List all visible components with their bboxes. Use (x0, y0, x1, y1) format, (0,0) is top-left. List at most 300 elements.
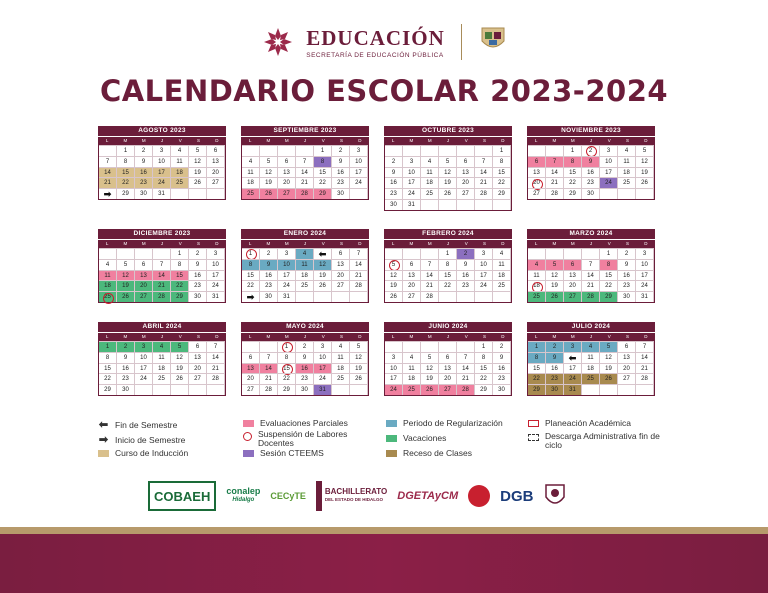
day-cell: 25 (403, 384, 421, 395)
legend-label: Inicio de Semestre (115, 434, 186, 445)
day-cell: 24 (600, 177, 618, 188)
day-cell (493, 199, 511, 210)
day-cell: 17 (403, 177, 421, 188)
day-cell: 14 (475, 167, 493, 178)
day-cell: 18 (403, 373, 421, 384)
day-cell: 22 (528, 373, 546, 384)
day-cell: 22 (117, 177, 135, 188)
weekday-label: M (266, 334, 271, 339)
day-cell: 23 (260, 280, 278, 291)
weekday-label: L (248, 241, 252, 246)
weekday-label: D (644, 334, 648, 339)
day-cell: 23 (493, 373, 511, 384)
day-cell: 18 (171, 167, 189, 178)
days-grid (527, 248, 655, 303)
day-cell: 30 (493, 384, 511, 395)
day-cell: 29 (493, 188, 511, 199)
day-cell: 18 (332, 363, 350, 374)
day-cell: 18 (618, 167, 636, 178)
day-cell: 26 (636, 177, 654, 188)
legend-suspension (243, 430, 378, 448)
day-cell: 31 (153, 188, 171, 199)
day-cell: 23 (135, 177, 153, 188)
legend-label: Suspensión de Labores Docentes (258, 429, 348, 448)
day-cell: 19 (546, 280, 564, 291)
day-cell: 23 (117, 373, 135, 384)
weekday-label: V (178, 241, 182, 246)
day-cell: 5 (189, 145, 207, 156)
day-cell (314, 291, 332, 302)
day-cell: 25 (296, 280, 314, 291)
day-cell (546, 145, 564, 156)
day-cell: 9 (618, 259, 636, 270)
day-cell: 23 (296, 373, 314, 384)
day-cell (350, 384, 368, 395)
day-cell: 22 (314, 177, 332, 188)
day-cell: 14 (260, 363, 278, 374)
weekday-label: M (284, 334, 289, 339)
day-cell: 20 (207, 167, 225, 178)
day-cell: 30 (117, 384, 135, 395)
day-cell: 24 (385, 384, 403, 395)
weekday-header (527, 136, 655, 145)
weekday-label: M (570, 241, 575, 246)
day-cell: 31 (636, 291, 654, 302)
day-cell: 21 (350, 270, 368, 281)
day-cell: 18 (296, 270, 314, 281)
day-cell: 9 (582, 156, 600, 167)
day-cell: 15 (475, 363, 493, 374)
day-cell: 27 (207, 177, 225, 188)
weekday-header (241, 332, 369, 341)
day-cell: 4 (528, 259, 546, 270)
day-cell: 4 (296, 248, 314, 259)
day-cell: 22 (439, 280, 457, 291)
legend-descarga (528, 432, 675, 450)
arrow-left-icon: ⬅ (98, 419, 109, 431)
day-cell: 15 (528, 363, 546, 374)
day-cell: 8 (564, 156, 582, 167)
day-cell: 25 (99, 291, 117, 302)
day-cell: 19 (189, 167, 207, 178)
weekday-label: S (626, 241, 630, 246)
day-cell (385, 145, 403, 156)
weekday-label: V (464, 138, 468, 143)
day-cell: 15 (117, 167, 135, 178)
day-cell (475, 199, 493, 210)
day-cell: 25 (242, 188, 260, 199)
day-cell: 1 (475, 341, 493, 352)
month-calendar (98, 229, 226, 303)
day-cell: 7 (636, 341, 654, 352)
day-cell: 23 (332, 177, 350, 188)
day-cell: 14 (421, 270, 439, 281)
day-cell: 12 (117, 270, 135, 281)
days-grid (98, 341, 226, 396)
day-cell (636, 384, 654, 395)
day-cell: 1 (528, 341, 546, 352)
day-cell: 27 (564, 291, 582, 302)
day-cell (457, 199, 475, 210)
day-cell: 27 (439, 384, 457, 395)
legend-fin-semestre (98, 418, 177, 431)
day-cell: 22 (475, 373, 493, 384)
flower-logo-icon (260, 24, 296, 60)
day-cell: 13 (528, 167, 546, 178)
day-cell: 8 (99, 352, 117, 363)
day-cell: 9 (546, 352, 564, 363)
weekday-label: D (644, 241, 648, 246)
day-cell: 5 (117, 259, 135, 270)
legend-label: Curso de Inducción (115, 448, 189, 458)
month-calendar (527, 322, 655, 396)
month-calendar (527, 229, 655, 303)
day-cell: 21 (260, 373, 278, 384)
day-cell: 19 (117, 280, 135, 291)
day-cell (564, 248, 582, 259)
day-cell (332, 291, 350, 302)
day-cell: 20 (242, 373, 260, 384)
day-cell: 17 (385, 373, 403, 384)
month-calendar (384, 322, 512, 396)
dgeta-logo: DGETAyCM (397, 490, 459, 502)
day-cell: 20 (528, 177, 546, 188)
day-cell (350, 291, 368, 302)
legend-label: Fin de Semestre (115, 419, 178, 430)
day-cell: 30 (332, 188, 350, 199)
day-cell: 6 (332, 248, 350, 259)
day-cell: 25 (528, 291, 546, 302)
weekday-label: J (589, 334, 593, 339)
day-cell: 27 (189, 373, 207, 384)
day-cell (457, 341, 475, 352)
day-cell (350, 188, 368, 199)
day-cell: 6 (403, 259, 421, 270)
day-cell (403, 341, 421, 352)
day-cell: 11 (242, 167, 260, 178)
day-cell: 29 (171, 291, 189, 302)
day-cell: 18 (242, 177, 260, 188)
day-cell (421, 248, 439, 259)
weekday-label: J (303, 138, 307, 143)
day-cell: 29 (564, 188, 582, 199)
gold-divider (0, 527, 768, 534)
day-cell: 24 (403, 188, 421, 199)
weekday-header (527, 239, 655, 248)
weekday-label: J (446, 138, 450, 143)
weekday-label: V (464, 334, 468, 339)
day-cell: 16 (332, 167, 350, 178)
day-cell: 5 (439, 156, 457, 167)
day-cell: 2 (457, 248, 475, 259)
day-cell: 24 (350, 177, 368, 188)
day-cell: 20 (564, 280, 582, 291)
legend-label: Receso de Clases (403, 448, 472, 458)
day-cell: 20 (189, 363, 207, 374)
day-cell: 3 (564, 341, 582, 352)
day-cell: 11 (153, 352, 171, 363)
day-cell: 16 (117, 363, 135, 374)
legend-inicio-semestre (98, 433, 185, 446)
day-cell: 25 (493, 280, 511, 291)
day-cell: 15 (564, 167, 582, 178)
day-cell: 7 (475, 156, 493, 167)
weekday-label: J (160, 334, 164, 339)
day-cell: 25 (618, 177, 636, 188)
weekday-label: V (321, 334, 325, 339)
day-cell: 10 (314, 352, 332, 363)
day-cell: 1 (242, 248, 260, 259)
day-cell: 11 (403, 363, 421, 374)
day-cell: 20 (457, 177, 475, 188)
day-cell: 22 (278, 373, 296, 384)
header-divider (461, 24, 462, 60)
cecyte-logo: CECyTE (270, 491, 306, 501)
day-cell (260, 341, 278, 352)
day-cell: 26 (260, 188, 278, 199)
weekday-label: D (358, 138, 362, 143)
swatch-purple (243, 450, 254, 457)
day-cell: 17 (636, 270, 654, 281)
day-cell (493, 291, 511, 302)
weekday-label: D (215, 241, 219, 246)
day-cell: 1 (564, 145, 582, 156)
day-cell: 17 (135, 363, 153, 374)
day-cell (582, 248, 600, 259)
day-cell: 6 (618, 341, 636, 352)
day-cell: 25 (171, 177, 189, 188)
institution-logos (148, 478, 628, 514)
day-cell: 15 (493, 167, 511, 178)
day-cell: 7 (350, 248, 368, 259)
day-cell (207, 384, 225, 395)
weekday-label: V (178, 334, 182, 339)
day-cell: 13 (332, 259, 350, 270)
day-cell: 27 (135, 291, 153, 302)
day-cell: 12 (385, 270, 403, 281)
day-cell: 27 (403, 291, 421, 302)
bachillerato-logo (316, 481, 387, 511)
day-cell: 17 (564, 363, 582, 374)
weekday-label: D (501, 138, 505, 143)
day-cell (171, 188, 189, 199)
weekday-header (384, 239, 512, 248)
day-cell: 16 (457, 270, 475, 281)
day-cell: 8 (314, 156, 332, 167)
weekday-label: L (391, 138, 395, 143)
normal-school-emblem-icon (544, 481, 566, 511)
day-cell: 7 (457, 352, 475, 363)
day-cell: 5 (636, 145, 654, 156)
day-cell: 26 (385, 291, 403, 302)
day-cell: 9 (332, 156, 350, 167)
day-cell: 7 (153, 259, 171, 270)
weekday-label: V (178, 138, 182, 143)
day-cell: 8 (493, 156, 511, 167)
day-cell: 12 (260, 167, 278, 178)
day-cell: 4 (421, 156, 439, 167)
day-cell: 17 (153, 167, 171, 178)
day-cell: 8 (117, 156, 135, 167)
day-cell: 5 (385, 259, 403, 270)
weekday-label: V (607, 241, 611, 246)
weekday-label: L (534, 241, 538, 246)
conalep-logo (226, 481, 260, 511)
arrow-left-icon: ⬅ (314, 248, 332, 259)
day-cell: 14 (350, 259, 368, 270)
day-cell (528, 145, 546, 156)
day-cell: 2 (260, 248, 278, 259)
day-cell: 3 (153, 145, 171, 156)
day-cell: 8 (278, 352, 296, 363)
day-cell: 3 (385, 352, 403, 363)
day-cell (457, 291, 475, 302)
day-cell: 11 (618, 156, 636, 167)
weekday-label: S (340, 334, 344, 339)
weekday-label: M (123, 334, 128, 339)
weekday-label: M (266, 138, 271, 143)
day-cell: 8 (439, 259, 457, 270)
weekday-label: L (248, 334, 252, 339)
day-cell: 8 (600, 259, 618, 270)
day-cell (475, 291, 493, 302)
day-cell: 28 (153, 291, 171, 302)
day-cell (296, 145, 314, 156)
month-title: ABRIL 2024 (98, 322, 226, 332)
legend-label: Descarga Administrativa fin de ciclo (545, 431, 660, 450)
dgb-emblem-icon (468, 481, 490, 511)
weekday-label: M (123, 138, 128, 143)
weekday-label: M (570, 334, 575, 339)
day-cell: 5 (350, 341, 368, 352)
day-cell: 4 (242, 156, 260, 167)
day-cell: 17 (314, 363, 332, 374)
day-cell: 13 (189, 352, 207, 363)
day-cell: 21 (546, 177, 564, 188)
month-calendar (241, 126, 369, 200)
legend-curso-induccion (98, 448, 188, 458)
day-cell: 2 (135, 145, 153, 156)
day-cell (421, 341, 439, 352)
day-cell: 2 (117, 341, 135, 352)
day-cell: 2 (618, 248, 636, 259)
day-cell: 19 (421, 373, 439, 384)
day-cell: 28 (260, 384, 278, 395)
day-cell: 25 (332, 373, 350, 384)
weekday-label: J (589, 138, 593, 143)
weekday-label: S (197, 334, 201, 339)
weekday-label: J (160, 241, 164, 246)
day-cell (582, 384, 600, 395)
day-cell: 23 (618, 280, 636, 291)
day-cell: 2 (493, 341, 511, 352)
brand-title: EDUCACIÓN (306, 25, 445, 50)
month-title: MARZO 2024 (527, 229, 655, 239)
day-cell: 7 (207, 341, 225, 352)
day-cell: 24 (475, 280, 493, 291)
day-cell: 3 (314, 341, 332, 352)
day-cell: 12 (600, 352, 618, 363)
weekday-label: D (644, 138, 648, 143)
day-cell: 8 (475, 352, 493, 363)
day-cell: 26 (171, 373, 189, 384)
footer-band (0, 534, 768, 593)
day-cell: 29 (117, 188, 135, 199)
arrow-right-icon: ➡ (99, 188, 117, 199)
day-cell: 28 (207, 373, 225, 384)
day-cell: 11 (332, 352, 350, 363)
weekday-label: S (483, 241, 487, 246)
day-cell: 6 (278, 156, 296, 167)
day-cell: 7 (582, 259, 600, 270)
day-cell: 24 (135, 373, 153, 384)
day-cell: 24 (314, 373, 332, 384)
weekday-label: D (215, 138, 219, 143)
weekday-header (241, 239, 369, 248)
day-cell: 12 (171, 352, 189, 363)
day-cell: 4 (618, 145, 636, 156)
month-title: DICIEMBRE 2023 (98, 229, 226, 239)
day-cell: 16 (582, 167, 600, 178)
day-cell: 2 (332, 145, 350, 156)
day-cell: 11 (582, 352, 600, 363)
month-calendar (241, 322, 369, 396)
day-cell: 4 (582, 341, 600, 352)
weekday-label: J (446, 241, 450, 246)
month-calendar (527, 126, 655, 200)
day-cell: 20 (439, 373, 457, 384)
day-cell: 17 (278, 270, 296, 281)
day-cell: 30 (189, 291, 207, 302)
day-cell: 9 (260, 259, 278, 270)
day-cell: 26 (189, 177, 207, 188)
bachillerato-sub: DEL ESTADO DE HIDALGO (324, 497, 383, 502)
day-cell: 20 (618, 363, 636, 374)
weekday-label: L (391, 241, 395, 246)
day-cell (260, 145, 278, 156)
day-cell: 24 (564, 373, 582, 384)
day-cell: 28 (296, 188, 314, 199)
weekday-label: J (160, 138, 164, 143)
swatch-outline (528, 420, 539, 427)
day-cell: 26 (350, 373, 368, 384)
days-grid (98, 248, 226, 303)
day-cell: 6 (528, 156, 546, 167)
brand (306, 26, 445, 59)
day-cell (117, 248, 135, 259)
day-cell: 7 (546, 156, 564, 167)
weekday-label: M (123, 241, 128, 246)
day-cell: 24 (636, 280, 654, 291)
day-cell (439, 341, 457, 352)
day-cell: 31 (278, 291, 296, 302)
day-cell: 27 (618, 373, 636, 384)
month-title: OCTUBRE 2023 (384, 126, 512, 136)
weekday-label: J (303, 241, 307, 246)
day-cell: 15 (600, 270, 618, 281)
legend-regularizacion (386, 418, 503, 428)
circle-icon (243, 432, 252, 441)
day-cell: 17 (350, 167, 368, 178)
day-cell: 29 (99, 384, 117, 395)
day-cell: 16 (546, 363, 564, 374)
weekday-label: D (215, 334, 219, 339)
day-cell (403, 145, 421, 156)
weekday-label: M (427, 138, 432, 143)
day-cell (207, 188, 225, 199)
day-cell: 31 (403, 199, 421, 210)
month-title: NOVIEMBRE 2023 (527, 126, 655, 136)
